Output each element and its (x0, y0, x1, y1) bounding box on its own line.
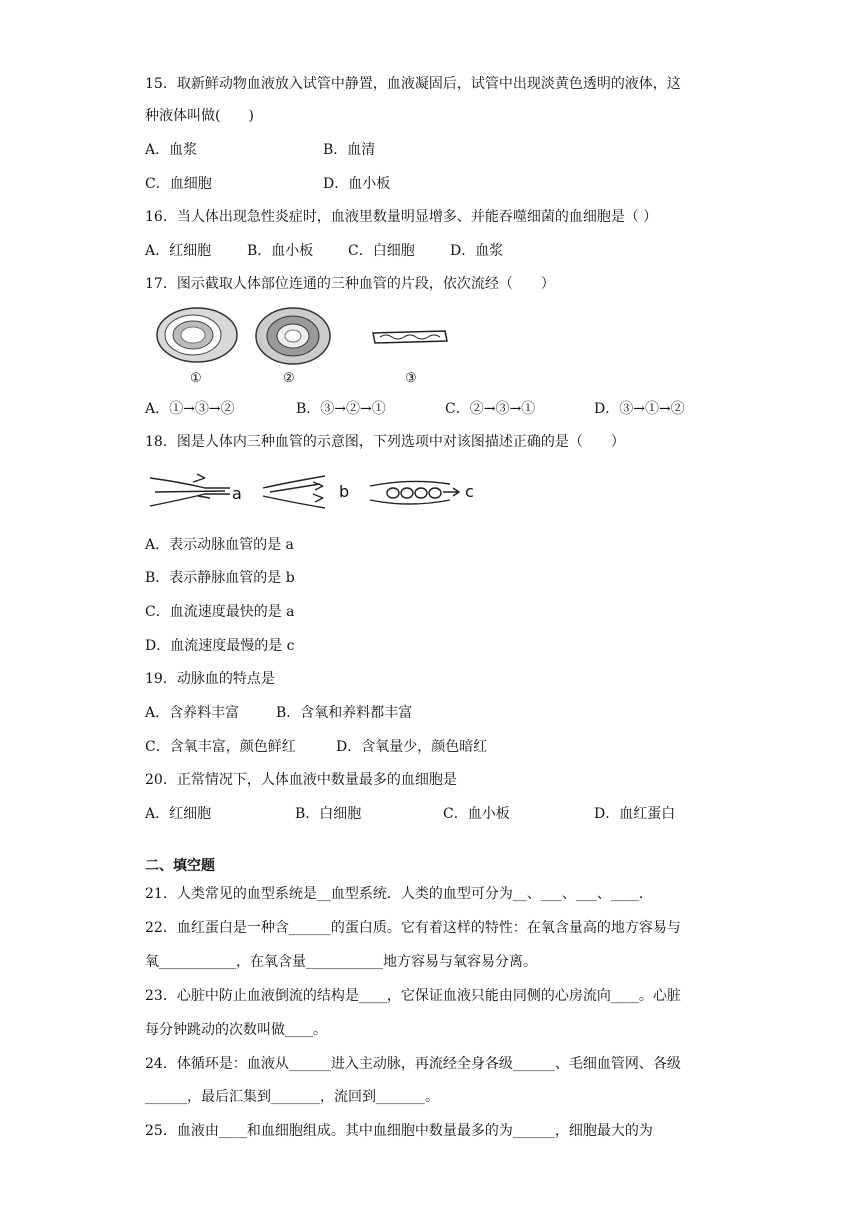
q18-fig-label-a: a (232, 484, 242, 503)
q19-option-d: D．含氧量少，颜色暗红 (336, 739, 488, 755)
vessel-1-drawing (157, 308, 237, 362)
q16-option-c: C．白细胞 (348, 243, 415, 259)
q23-line1: 23．心脏中防止血液倒流的结构是____，它保证血液只能由同侧的心房流向____。心脏 (145, 988, 681, 1004)
q20-option-c: C．血小板 (443, 806, 510, 822)
q21-text: 21．人类常见的血型系统是__血型系统．人类的血型可分为__、___、___、____． (145, 886, 653, 902)
q17-option-a: A．①→③→② (145, 401, 235, 417)
q18-fig-label-c: c (465, 482, 474, 501)
q24-line2: ______，最后汇集到_______，流回到_______。 (145, 1089, 439, 1105)
vessel-2-drawing (256, 308, 330, 364)
q22-line2: 氧___________，在氧含量___________地方容易与氧容易分离。 (145, 954, 537, 970)
q24-line1: 24．体循环是：血液从______进入主动脉，再流经全身各级______、毛细血管网、各级 (145, 1056, 681, 1072)
q20-option-b: B．白细胞 (295, 806, 362, 822)
q18-stem: 18．图是人体内三种血管的示意图，下列选项中对该图描述正确的是（ ） (145, 434, 625, 450)
q20-stem: 20．正常情况下，人体血液中数量最多的血细胞是 (145, 772, 457, 788)
q15-stem-line1: 15．取新鲜动物血液放入试管中静置，血液凝固后，试管中出现淡黄色透明的液体，这 (145, 76, 681, 92)
q15-stem-line2: 种液体叫做( ) (145, 108, 254, 124)
q17-option-d: D．③→①→② (594, 401, 685, 417)
q15-option-c: C．血细胞 (145, 176, 212, 192)
q18-fig-label-b: b (339, 482, 350, 501)
q22-line1: 22．血红蛋白是一种含______的蛋白质。它有着这样的特性：在氧含量高的地方容易与 (145, 920, 681, 936)
q16-option-d: D．血浆 (450, 243, 504, 259)
q17-stem: 17．图示截取人体部位连通的三种血管的片段，依次流经（ ） (145, 276, 555, 292)
q17-fig-label-3: ③ (405, 371, 417, 386)
q15-option-d: D．血小板 (323, 176, 391, 192)
q20-option-a: A．红细胞 (145, 806, 212, 822)
q15-option-b: B．血清 (323, 142, 376, 158)
q19-option-b: B．含氧和养料都丰富 (276, 705, 413, 721)
q17-option-b: B．③→②→① (296, 401, 386, 417)
q16-stem: 16．当人体出现急性炎症时，血液里数量明显增多、并能吞噬细菌的血细胞是（ ） (145, 209, 658, 225)
q18-option-a: A．表示动脉血管的是 a (145, 537, 294, 553)
vessel-3-drawing (373, 331, 447, 343)
q16-option-b: B．血小板 (247, 243, 314, 259)
q17-fig-label-2: ② (283, 371, 295, 386)
q20-option-d: D．血红蛋白 (594, 806, 676, 822)
q18-vessel-diagram (145, 468, 485, 514)
section-title: 二、填空题 (145, 858, 215, 874)
q16-option-a: A．红细胞 (145, 243, 212, 259)
q17-fig-label-1: ① (190, 371, 202, 386)
q25-line1: 25．血液由____和血细胞组成。其中血细胞中数量最多的为______，细胞最大的为 (145, 1123, 653, 1139)
q19-stem: 19．动脉血的特点是 (145, 671, 275, 687)
q19-option-c: C．含氧丰富，颜色鲜红 (145, 739, 296, 755)
q19-option-a: A．含养料丰富 (145, 705, 240, 721)
q18-option-c: C．血流速度最快的是 a (145, 604, 295, 620)
q18-option-b: B．表示静脉血管的是 b (145, 570, 295, 586)
q23-line2: 每分钟跳动的次数叫做____。 (145, 1022, 327, 1038)
q18-option-d: D．血流速度最慢的是 c (145, 638, 295, 654)
q15-option-a: A．血浆 (145, 142, 198, 158)
q17-option-c: C．②→③→① (445, 401, 536, 417)
q17-vessel-figure (145, 305, 455, 367)
